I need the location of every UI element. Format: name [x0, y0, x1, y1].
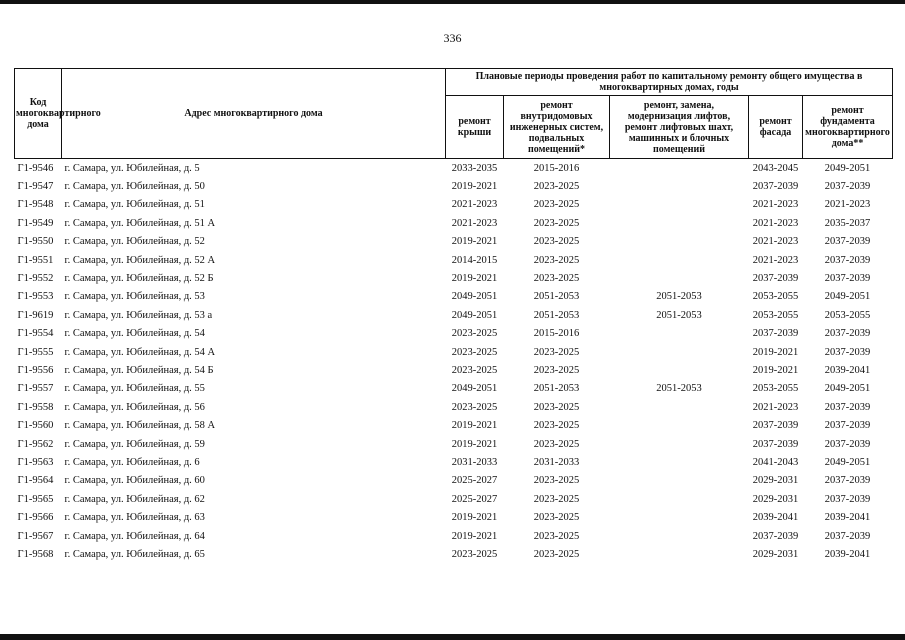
- cell-address: г. Самара, ул. Юбилейная, д. 53 а: [64, 309, 213, 321]
- cell-systems: 2023-2025: [533, 530, 580, 542]
- cell-roof: 2019-2021: [451, 420, 498, 432]
- cell-systems: 2023-2025: [533, 548, 580, 560]
- cell-code: Г1-9550: [17, 236, 54, 248]
- cell-roof: 2019-2021: [451, 530, 498, 542]
- cell-facade: 2037-2039: [752, 181, 799, 193]
- table-row: [15, 306, 893, 324]
- cell-facade: 2053-2055: [752, 309, 799, 321]
- cell-facade: 2037-2039: [752, 420, 799, 432]
- cell-code: Г1-9555: [17, 346, 54, 358]
- cell-lifts: [610, 361, 749, 379]
- cell-code: Г1-9567: [17, 530, 54, 542]
- cell-address: г. Самара, ул. Юбилейная, д. 51: [64, 199, 205, 211]
- table-row: [15, 361, 893, 379]
- cell-roof: 2025-2027: [451, 493, 498, 505]
- cell-roof: 2025-2027: [451, 475, 498, 487]
- table-row: [15, 490, 893, 508]
- cell-code: Г1-9564: [17, 475, 54, 487]
- cell-lifts: [610, 214, 749, 232]
- cell-facade: 2053-2055: [752, 383, 799, 395]
- cell-systems: 2023-2025: [533, 217, 580, 229]
- cell-systems: 2023-2025: [533, 236, 580, 248]
- cell-roof: 2021-2023: [451, 217, 498, 229]
- cell-code: Г1-9553: [17, 291, 54, 303]
- cell-lifts: 2051-2053: [656, 383, 702, 395]
- header-lifts: ремонт, замена, модернизация лифтов, ремонт лифтовых шахт, машинных и блочных помещений: [610, 96, 749, 159]
- cell-foundation: 2049-2051: [824, 383, 871, 395]
- table-row: [15, 251, 893, 269]
- cell-code: Г1-9546: [15, 159, 62, 178]
- cell-code: Г1-9566: [17, 512, 54, 524]
- cell-foundation: 2039-2041: [824, 512, 871, 524]
- cell-code: Г1-9565: [17, 493, 54, 505]
- cell-address: г. Самара, ул. Юбилейная, д. 54 А: [64, 346, 216, 358]
- cell-facade: 2037-2039: [752, 530, 799, 542]
- cell-address: г. Самара, ул. Юбилейная, д. 60: [64, 475, 205, 487]
- cell-systems: 2015-2016: [504, 159, 610, 178]
- table-row: [15, 214, 893, 232]
- cell-foundation: 2037-2039: [824, 438, 871, 450]
- cell-roof: 2023-2025: [451, 346, 498, 358]
- cell-code: Г1-9560: [17, 420, 54, 432]
- cell-foundation: 2037-2039: [824, 181, 871, 193]
- cell-lifts: [610, 453, 749, 471]
- cell-address: г. Самара, ул. Юбилейная, д. 52 Б: [64, 273, 214, 285]
- table-row: [15, 380, 893, 398]
- cell-systems: 2051-2053: [533, 309, 580, 321]
- cell-lifts: [610, 398, 749, 416]
- cell-foundation: 2039-2041: [824, 364, 871, 376]
- cell-systems: 2023-2025: [533, 273, 580, 285]
- cell-facade: 2021-2023: [752, 199, 799, 211]
- cell-lifts: [610, 545, 749, 563]
- bottom-border-line: [0, 634, 905, 640]
- cell-address: г. Самара, ул. Юбилейная, д. 59: [64, 438, 205, 450]
- cell-lifts: [610, 159, 749, 178]
- cell-lifts: [610, 325, 749, 343]
- cell-systems: 2023-2025: [533, 401, 580, 413]
- cell-code: Г1-9547: [17, 181, 54, 193]
- cell-address: г. Самара, ул. Юбилейная, д. 51 А: [64, 217, 216, 229]
- cell-systems: 2051-2053: [533, 291, 580, 303]
- top-border-line: [0, 0, 905, 4]
- cell-facade: 2021-2023: [752, 254, 799, 266]
- cell-address: г. Самара, ул. Юбилейная, д. 56: [64, 401, 205, 413]
- cell-systems: 2023-2025: [533, 254, 580, 266]
- cell-foundation: 2037-2039: [824, 475, 871, 487]
- cell-lifts: 2051-2053: [656, 309, 702, 321]
- cell-code: Г1-9562: [17, 438, 54, 450]
- cell-facade: 2029-2031: [752, 493, 799, 505]
- cell-systems: 2015-2016: [533, 328, 580, 340]
- cell-address: г. Самара, ул. Юбилейная, д. 54 Б: [64, 364, 214, 376]
- cell-foundation: 2049-2051: [824, 456, 871, 468]
- cell-roof: 2023-2025: [451, 548, 498, 560]
- cell-roof: 2019-2021: [451, 273, 498, 285]
- cell-facade: 2039-2041: [752, 512, 799, 524]
- table-row: [15, 472, 893, 490]
- cell-foundation: 2049-2051: [803, 159, 893, 178]
- header-periods: Плановые периоды проведения работ по капитальному ремонту общего имущества в многоквартирных домах, годы: [446, 69, 893, 96]
- cell-facade: 2043-2045: [749, 159, 803, 178]
- cell-code: Г1-9554: [17, 328, 54, 340]
- cell-address: г. Самара, ул. Юбилейная, д. 52 А: [64, 254, 216, 266]
- cell-foundation: 2037-2039: [824, 328, 871, 340]
- cell-foundation: 2037-2039: [824, 236, 871, 248]
- header-systems: ремонт внутридомовых инженерных систем, подвальных помещений*: [504, 96, 610, 159]
- cell-facade: 2019-2021: [752, 346, 799, 358]
- cell-code: Г1-9548: [17, 199, 54, 211]
- cell-systems: 2023-2025: [533, 493, 580, 505]
- cell-foundation: 2049-2051: [824, 291, 871, 303]
- cell-lifts: [610, 251, 749, 269]
- cell-foundation: 2037-2039: [824, 273, 871, 285]
- cell-lifts: [610, 177, 749, 195]
- cell-facade: 2037-2039: [752, 438, 799, 450]
- cell-lifts: 2051-2053: [656, 291, 702, 303]
- cell-code: Г1-9552: [17, 273, 54, 285]
- cell-address: г. Самара, ул. Юбилейная, д. 63: [64, 512, 205, 524]
- cell-facade: 2021-2023: [752, 401, 799, 413]
- cell-systems: 2023-2025: [533, 475, 580, 487]
- cell-address: г. Самара, ул. Юбилейная, д. 6: [64, 456, 200, 468]
- cell-foundation: 2035-2037: [824, 217, 871, 229]
- cell-systems: 2023-2025: [533, 346, 580, 358]
- cell-foundation: 2053-2055: [824, 309, 871, 321]
- cell-facade: 2037-2039: [752, 273, 799, 285]
- cell-code: Г1-9563: [17, 456, 54, 468]
- cell-systems: 2023-2025: [533, 512, 580, 524]
- header-roof: ремонт крыши: [446, 96, 504, 159]
- table-row: [15, 453, 893, 471]
- cell-roof: 2021-2023: [451, 199, 498, 211]
- cell-facade: 2029-2031: [752, 548, 799, 560]
- cell-roof: 2049-2051: [451, 309, 498, 321]
- cell-address: г. Самара, ул. Юбилейная, д. 58 А: [64, 420, 216, 432]
- cell-code: Г1-9549: [17, 217, 54, 229]
- cell-roof: 2023-2025: [451, 401, 498, 413]
- cell-systems: 2023-2025: [533, 199, 580, 211]
- cell-foundation: 2037-2039: [824, 401, 871, 413]
- cell-systems: 2023-2025: [533, 438, 580, 450]
- cell-roof: 2023-2025: [451, 364, 498, 376]
- table-row: [15, 233, 893, 251]
- table-row: [15, 196, 893, 214]
- cell-code: Г1-9568: [17, 548, 54, 560]
- table-row: [15, 159, 893, 178]
- header-foundation: ремонт фундамента многоквартирного дома**: [803, 96, 893, 159]
- table-row: [15, 325, 893, 343]
- cell-code: Г1-9619: [17, 309, 54, 321]
- cell-foundation: 2037-2039: [824, 346, 871, 358]
- cell-lifts: [610, 472, 749, 490]
- cell-roof: 2049-2051: [451, 291, 498, 303]
- cell-facade: 2053-2055: [752, 291, 799, 303]
- header-facade: ремонт фасада: [749, 96, 803, 159]
- cell-roof: 2019-2021: [451, 181, 498, 193]
- cell-roof: 2033-2035: [446, 159, 504, 178]
- table-row: [15, 545, 893, 563]
- cell-code: Г1-9551: [17, 254, 54, 266]
- cell-lifts: [610, 508, 749, 526]
- table-row: [15, 269, 893, 287]
- cell-facade: 2019-2021: [752, 364, 799, 376]
- cell-address: г. Самара, ул. Юбилейная, д. 5: [62, 159, 446, 178]
- cell-roof: 2019-2021: [451, 438, 498, 450]
- cell-foundation: 2037-2039: [824, 420, 871, 432]
- table-row: [15, 508, 893, 526]
- cell-lifts: [610, 416, 749, 434]
- cell-foundation: 2037-2039: [824, 530, 871, 542]
- page-number: 336: [443, 31, 462, 45]
- cell-facade: 2037-2039: [752, 328, 799, 340]
- cell-code: Г1-9556: [17, 364, 54, 376]
- cell-address: г. Самара, ул. Юбилейная, д. 55: [64, 383, 205, 395]
- cell-address: г. Самара, ул. Юбилейная, д. 54: [64, 328, 205, 340]
- cell-roof: 2019-2021: [451, 236, 498, 248]
- cell-facade: 2021-2023: [752, 217, 799, 229]
- cell-facade: 2029-2031: [752, 475, 799, 487]
- cell-address: г. Самара, ул. Юбилейная, д. 50: [64, 181, 205, 193]
- cell-systems: 2031-2033: [533, 456, 580, 468]
- header-address: Адрес многоквартирного дома: [62, 69, 446, 159]
- cell-address: г. Самара, ул. Юбилейная, д. 62: [64, 493, 205, 505]
- table-row: [15, 343, 893, 361]
- cell-foundation: 2039-2041: [824, 548, 871, 560]
- table-row: [15, 177, 893, 195]
- cell-address: г. Самара, ул. Юбилейная, д. 65: [64, 548, 205, 560]
- cell-systems: 2023-2025: [533, 181, 580, 193]
- cell-systems: 2023-2025: [533, 364, 580, 376]
- cell-address: г. Самара, ул. Юбилейная, д. 53: [64, 291, 205, 303]
- table-row: [15, 435, 893, 453]
- cell-address: г. Самара, ул. Юбилейная, д. 64: [64, 530, 205, 542]
- cell-address: г. Самара, ул. Юбилейная, д. 52: [64, 236, 205, 248]
- cell-lifts: [610, 343, 749, 361]
- cell-foundation: 2037-2039: [824, 493, 871, 505]
- cell-roof: 2049-2051: [451, 383, 498, 395]
- cell-foundation: 2021-2023: [824, 199, 871, 211]
- cell-lifts: [610, 233, 749, 251]
- cell-facade: 2021-2023: [752, 236, 799, 248]
- table-row: [15, 398, 893, 416]
- header-code: Код многоквартирного дома: [15, 69, 62, 159]
- cell-roof: 2023-2025: [451, 328, 498, 340]
- cell-lifts: [610, 490, 749, 508]
- cell-lifts: [610, 435, 749, 453]
- cell-roof: 2014-2015: [451, 254, 498, 266]
- repair-schedule-table: [14, 68, 893, 564]
- cell-lifts: [610, 196, 749, 214]
- cell-code: Г1-9557: [17, 383, 54, 395]
- table-body: [15, 159, 893, 564]
- cell-code: Г1-9558: [17, 401, 54, 413]
- cell-foundation: 2037-2039: [824, 254, 871, 266]
- cell-facade: 2041-2043: [752, 456, 799, 468]
- cell-lifts: [610, 269, 749, 287]
- cell-lifts: [610, 527, 749, 545]
- table-row: [15, 527, 893, 545]
- cell-systems: 2023-2025: [533, 420, 580, 432]
- cell-roof: 2031-2033: [451, 456, 498, 468]
- cell-systems: 2051-2053: [533, 383, 580, 395]
- cell-roof: 2019-2021: [451, 512, 498, 524]
- table-row: [15, 288, 893, 306]
- table-row: [15, 416, 893, 434]
